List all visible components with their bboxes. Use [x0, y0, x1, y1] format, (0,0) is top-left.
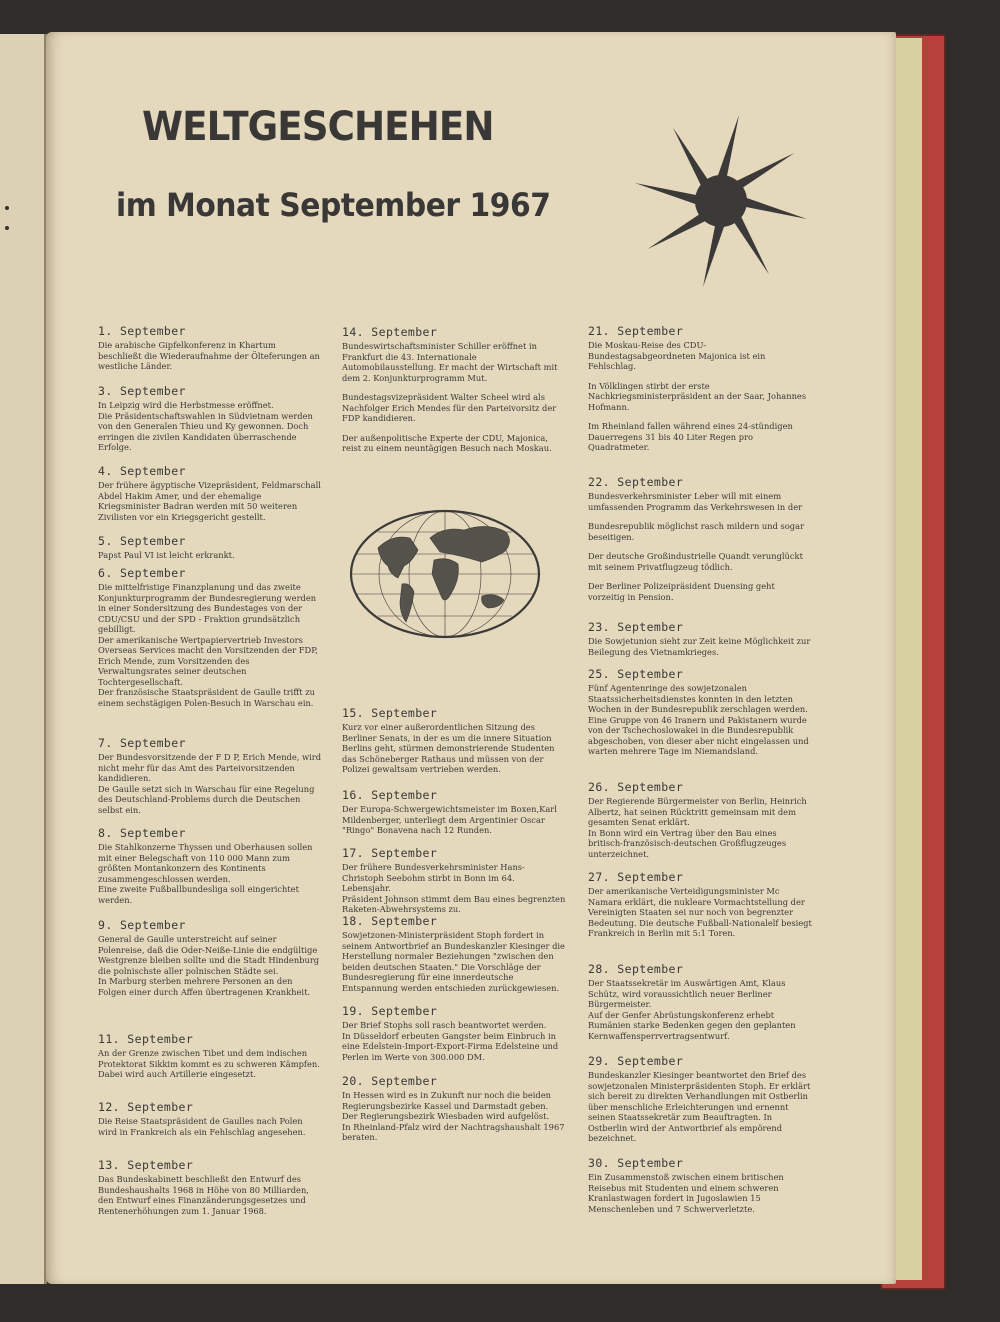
entry-paragraph: Im Rheinland fallen während eines 24-stündigen Dauerregens 31 bis 40 Liter Regen pro Quadratmeter. — [588, 421, 793, 452]
entry-paragraph: Das Bundeskabinett beschließt den Entwurf des Bundeshaushalts 1968 in Höhe von 80 Milliarden, den Entwurf eines Finanzänderungsgesetzes und Rentenerhöhungen zum 1. Januar 1968. — [98, 1174, 309, 1216]
entry-paragraph: Die Moskau-Reise des CDU-Bundestagsabgeordneten Majonica ist ein Fehlschlag. — [588, 340, 766, 371]
entry-body — [98, 1174, 322, 1216]
entry-paragraph: Die mittelfristige Finanzplanung und das zweite Konjunkturprogramm der Bundesregierung werden in einer Sondersitzung des Bundestages von der CDU/CSU und der SPD - Fraktion grundsätzlich gebilligt. — [98, 582, 317, 634]
entry-paragraph: Der außenpolitische Experte der CDU, Majonica, reist zu einem neuntägigen Besuch nach Moskau. — [342, 432, 552, 453]
entry-date: 21. September — [588, 324, 684, 338]
entry-paragraph: General de Gaulle unterstreicht auf seiner Polenreise, daß die Oder-Neiße-Linie die endgültige Westgrenze bleiben sollte und die Stadt Hindenburg die polnischste aller polnischen Städte sei. — [98, 934, 320, 976]
entry-body — [98, 582, 322, 708]
entry-september-7 — [98, 736, 322, 815]
entry-paragraph: Der deutsche Großindustrielle Quandt verunglückt mit seinem Privatflugzeug tödlich. — [588, 551, 803, 572]
page-title: WELTGESCHEHEN — [142, 104, 494, 150]
entry-body — [588, 886, 812, 939]
entry-paragraph: Auf der Genfer Abrüstungskonferenz erhebt Rumänien starke Bedenken gegen den geplanten Kernwaffensperrvertragsentwurf. — [588, 1009, 796, 1041]
page-subtitle: im Monat September 1967 — [116, 186, 551, 224]
left-page-edge — [0, 34, 47, 1284]
entry-date: 12. September — [98, 1100, 194, 1114]
entry-paragraph: In Leipzig wird die Herbstmesse eröffnet. — [98, 400, 274, 410]
entry-date: 28. September — [588, 962, 684, 976]
entry-september-29 — [588, 1054, 812, 1144]
entry-body — [588, 1070, 812, 1144]
entry-body — [98, 340, 322, 372]
entry-date: 17. September — [342, 846, 438, 860]
entry-september-16 — [342, 788, 566, 836]
entry-september-23 — [588, 620, 812, 657]
entry-september-25 — [588, 667, 812, 757]
entry-september-22 — [588, 475, 812, 602]
entry-date: 16. September — [342, 788, 438, 802]
entry-september-5 — [98, 534, 322, 561]
entry-paragraph: Bundesverkehrsminister Leber will mit einem umfassenden Programm das Verkehrswesen in der — [588, 491, 803, 512]
entry-paragraph: Ein Zusammenstoß zwischen einem britischen Reisebus mit Studenten und einem schweren Kranlastwagen fordert in Jugoslawien 15 Menschenleben und 7 Schwerverletzte. — [588, 1172, 784, 1214]
entry-body — [98, 752, 322, 815]
entry-body — [588, 796, 812, 859]
entry-body — [342, 862, 566, 915]
entry-paragraph: Der Europa-Schwergewichtsmeister im Boxen,Karl Mildenberger, unterliegt dem Argentinier Oscar "Ringo" Bonavena nach 12 Runden. — [342, 804, 557, 835]
entry-paragraph: Der Brief Stophs soll rasch beantwortet werden. — [342, 1020, 547, 1030]
entry-september-26 — [588, 780, 812, 859]
entry-september-30 — [588, 1156, 812, 1214]
entry-september-11 — [98, 1032, 322, 1080]
entry-paragraph: Präsident Johnson stimmt dem Bau eines begrenzten Raketen-Abwehrsystems zu. — [342, 893, 566, 914]
entry-date: 20. September — [342, 1074, 438, 1088]
entry-paragraph: Bundeswirtschaftsminister Schiller eröffnet in Frankfurt die 43. Internationale Automobilausstellung. Er macht der Wirtschaft mit dem 2. Konjunkturprogramm Mut. — [342, 341, 558, 383]
entry-paragraph: Fünf Agentenringe des sowjetzonalen Staatssicherheitsdienstes konnten in den letzten Wochen in der Bundesrepublik zerschlagen werden. Eine Gruppe von 46 Iranern und Pakistanern wurde von der Tschechoslowakei in die Bundesrepublik abgeschoben, von dieser aber nicht eingelassen und warten mehrere Tage im Niemandsland. — [588, 683, 809, 756]
left-page-mark — [5, 226, 9, 230]
entry-date: 1. September — [98, 324, 186, 338]
entry-body — [588, 978, 812, 1041]
entry-date: 4. September — [98, 464, 186, 478]
entry-body — [342, 804, 566, 836]
entry-paragraph: In Hessen wird es in Zukunft nur noch die beiden Regierungsbezirke Kassel und Darmstadt geben. Der Regierungsbezirk Wiesbaden wird aufgelöst. — [342, 1090, 551, 1121]
entry-september-8 — [98, 826, 322, 905]
entry-september-4 — [98, 464, 322, 522]
entry-paragraph: Der Staatssekretär im Auswärtigen Amt, Klaus Schütz, wird voraussichtlich neuer Berliner Bürgermeister. — [588, 978, 786, 1009]
entry-body — [98, 400, 322, 453]
entry-paragraph: In Völklingen stirbt der erste Nachkriegsministerpräsident an der Saar, Johannes Hofmann. — [588, 380, 807, 412]
entry-september-19 — [342, 1004, 566, 1062]
entry-paragraph: Der amerikanische Wertpapiervertrieb Investors Overseas Services macht den Vorsitzenden der FDP, Erich Mende, zum Vorsitzenden des Verwaltungsrates seiner deutschen Tochtergesellschaft. — [98, 634, 318, 687]
entry-body — [588, 683, 812, 757]
entry-body — [588, 340, 812, 453]
entry-september-9 — [98, 918, 322, 997]
entry-body — [342, 722, 566, 775]
entry-paragraph: Der frühere ägyptische Vizepräsident, Feldmarschall Abdel Hakim Amer, und der ehemalige Kriegsminister Badran werden mit 50 weiteren Zivilisten vor ein Kriegsgericht gestellt. — [98, 480, 321, 522]
entry-date: 19. September — [342, 1004, 438, 1018]
entry-paragraph: Kurz vor einer außerordentlichen Sitzung des Berliner Senats, in der es um die innere Situation Berlins geht, stürmen demonstrierende Studenten das Schöneberger Rathaus und müssen von der Polizei gewaltsam vertrieben werden. — [342, 722, 555, 774]
entry-paragraph: Papst Paul VI ist leicht erkrankt. — [98, 550, 235, 560]
entry-paragraph: Die Stahlkonzerne Thyssen und Oberhausen sollen mit einer Belegschaft von 110 000 Mann zum größten Montankonzern des Kontinents zusammengeschlossen werden. — [98, 842, 313, 884]
entry-september-28 — [588, 962, 812, 1041]
entry-body — [98, 1048, 322, 1080]
entry-date: 23. September — [588, 620, 684, 634]
entry-date: 7. September — [98, 736, 186, 750]
entry-body — [98, 1116, 322, 1137]
entry-paragraph: Der frühere Bundesverkehrsminister Hans-Christoph Seebohm stirbt in Bonn im 64. Lebensjahr. — [342, 862, 525, 893]
entry-date: 13. September — [98, 1158, 194, 1172]
entry-date: 14. September — [342, 325, 438, 339]
entry-september-17 — [342, 846, 566, 915]
entry-date: 15. September — [342, 706, 438, 720]
entry-paragraph: Der Bundesvorsitzende der F D P, Erich Mende, wird nicht mehr für das Amt des Parteivorsitzenden kandidieren. — [98, 752, 322, 783]
entry-date: 25. September — [588, 667, 684, 681]
entry-september-15 — [342, 706, 566, 775]
entry-paragraph: Der Berliner Polizeipräsident Duensing geht vorzeitig in Pension. — [588, 581, 775, 602]
entry-body — [588, 1172, 812, 1214]
entry-date: 22. September — [588, 475, 684, 489]
entry-body — [98, 934, 322, 997]
entry-september-13 — [98, 1158, 322, 1216]
entry-paragraph: Der Regierende Bürgermeister von Berlin, Heinrich Albertz, hat seinen Rücktritt gemeinsam mit dem gesamten Senat erklärt. — [588, 796, 807, 827]
entry-date: 27. September — [588, 870, 684, 884]
entry-paragraph: Eine zweite Fußballbundesliga soll eingerichtet werden. — [98, 884, 299, 905]
entry-date: 11. September — [98, 1032, 194, 1046]
entry-date: 30. September — [588, 1156, 684, 1170]
entry-paragraph: Der französische Staatspräsident de Gaulle trifft zu einem sechstägigen Polen-Besuch in Warschau ein. — [98, 687, 315, 708]
entry-september-1 — [98, 324, 322, 372]
entry-paragraph: Bundesrepublik möglichst rasch mildern und sogar beseitigen. — [588, 521, 805, 542]
entry-paragraph: Die Präsidentschaftswahlen in Südvietnam werden von den Generalen Thieu und Ky gewonnen. Doch erringen die zivilen Kandidaten überraschende Erfolge. — [98, 410, 313, 452]
entry-september-18 — [342, 914, 566, 993]
entry-date: 6. September — [98, 566, 186, 580]
entry-paragraph: Die Sowjetunion sieht zur Zeit keine Möglichkeit zur Beilegung des Vietnamkrieges. — [588, 636, 811, 657]
entry-date: 9. September — [98, 918, 186, 932]
entry-paragraph: Bundeskanzler Kiesinger beantwortet den Brief des sowjetzonalen Ministerpräsidenten Stoph. Er erklärt sich bereit zu direkten Verhandlungen mit Ostberlin über menschliche Erleichterungen und ernennt seinen Staatssekretär zum Beauftragten. In Ostberlin wird der Antwortbrief als empörend bezeichnet. — [588, 1070, 811, 1143]
entry-body — [98, 480, 322, 522]
entry-paragraph: In Rheinland-Pfalz wird der Nachtragshaushalt 1967 beraten. — [342, 1121, 565, 1142]
entry-september-3 — [98, 384, 322, 453]
left-page-mark — [5, 206, 9, 210]
sun-ornament-icon — [630, 110, 812, 292]
entry-date: 8. September — [98, 826, 186, 840]
world-globe-icon — [348, 508, 542, 640]
entry-date: 29. September — [588, 1054, 684, 1068]
entry-september-12 — [98, 1100, 322, 1137]
entry-paragraph: Bundestagsvizepräsident Walter Scheel wird als Nachfolger Erich Mendes für den Parteivorsitz der FDP kandidieren. — [342, 392, 557, 423]
entry-paragraph: In Düsseldorf erbeuten Gangster beim Einbruch in eine Edelstein-Import-Export-Firma Edelsteine und Perlen im Werte von 300.000 DM. — [342, 1030, 559, 1062]
entry-body — [98, 550, 322, 561]
entry-paragraph: An der Grenze zwischen Tibet und dem indischen Protektorat Sikkim kommt es zu schweren Kämpfen. Dabei wird auch Artillerie eingesetzt. — [98, 1048, 320, 1079]
entry-paragraph: Sowjetzonen-Ministerpräsident Stoph fordert in seinem Antwortbrief an Bundeskanzler Kiesinger die Herstellung normaler Beziehungen "zwischen den beiden deutschen Staaten." Die Vorschläge der Bundesregierung für eine innerdeutsche Entspannung werden entschieden zurückgewiesen. — [342, 930, 565, 993]
entry-paragraph: De Gaulle setzt sich in Warschau für eine Regelung des Deutschland-Problems durch die Deutschen selbst ein. — [98, 783, 315, 815]
entry-body — [342, 1020, 566, 1062]
entry-date: 18. September — [342, 914, 438, 928]
entry-body — [98, 842, 322, 905]
entry-paragraph: Die Reise Staatspräsident de Gaulles nach Polen wird in Frankreich als ein Fehlschlag angesehen. — [98, 1116, 306, 1137]
entry-september-14 — [342, 325, 566, 454]
entry-paragraph: Die arabische Gipfelkonferenz in Khartum beschließt die Wiederaufnahme der Ölteferungen an westliche Länder. — [98, 340, 320, 371]
entry-body — [342, 930, 566, 993]
entry-body — [588, 636, 812, 657]
entry-date: 26. September — [588, 780, 684, 794]
entry-paragraph: In Bonn wird ein Vertrag über den Bau eines britisch-französisch-deutschen Großflugzeuges unterzeichnet. — [588, 827, 787, 859]
entry-paragraph: Der amerikanische Verteidigungsminister Mc Namara erklärt, die nukleare Vormachtstellung der Vereinigten Staaten sei nur noch von begrenzter Bedeutung. Die deutsche Fußball-Nationalelf besiegt Frankreich in Berlin mit 5:1 Toren. — [588, 886, 812, 938]
entry-date: 3. September — [98, 384, 186, 398]
entry-september-20 — [342, 1074, 566, 1143]
entry-september-21 — [588, 324, 812, 453]
entry-body — [342, 341, 566, 454]
entry-body — [588, 491, 812, 602]
entry-body — [342, 1090, 566, 1143]
entry-paragraph: In Marburg sterben mehrere Personen an den Folgen einer durch Affen übertragenen Krankheit. — [98, 976, 311, 997]
entry-september-6 — [98, 566, 322, 708]
entry-september-27 — [588, 870, 812, 939]
entry-date: 5. September — [98, 534, 186, 548]
